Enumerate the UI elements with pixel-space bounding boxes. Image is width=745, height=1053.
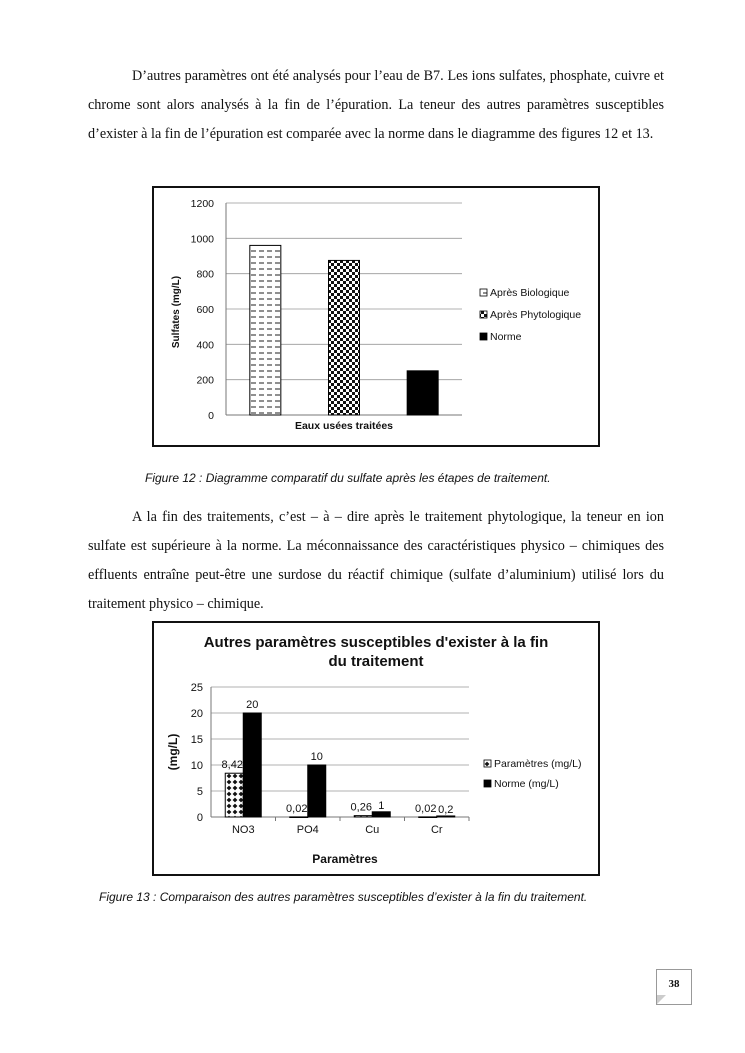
- paragraph-1: D’autres paramètres ont été analysés pour l’eau de B7. Les ions sulfates, phosphate, cuivre et chrome sont alors analysés à la fin de l’épuration. La teneur des autres paramètres susceptibles d’exister à la fin de l’épuration est comparée avec la norme dans le diagramme des figures 12 et 13.: [88, 68, 664, 142]
- page-number: 38: [668, 978, 680, 990]
- bar-param-tres-mg-l-cu: [354, 816, 372, 817]
- figure-13-chart: [152, 621, 600, 876]
- x-axis-label: Paramètres: [312, 852, 378, 866]
- legend-swatch: [480, 333, 487, 340]
- bar-param-tres-mg-l-cr: [419, 817, 437, 818]
- y-tick-label: 600: [196, 304, 214, 316]
- y-tick-label: 15: [190, 734, 203, 746]
- parameters-bar-chart: [154, 623, 598, 874]
- data-label: 1: [378, 799, 385, 812]
- legend-swatch: [480, 289, 487, 296]
- y-tick-label: 200: [196, 374, 214, 387]
- legend-label: Après Phytologique: [490, 309, 582, 321]
- x-axis-label: Eaux usées traitées: [294, 420, 394, 432]
- bar-norme-mg-l-cr: [437, 816, 455, 817]
- legend-label: Norme (mg/L): [494, 778, 559, 790]
- legend-label: Après Biologique: [490, 287, 570, 299]
- bar-param-tres-mg-l-no3: [225, 773, 243, 817]
- page-fold-icon: [657, 995, 666, 1004]
- figure-12-caption: Figure 12 : Diagramme comparatif du sulfate après les étapes de traitement.: [145, 471, 551, 485]
- bar-param-tres-mg-l-po4: [290, 817, 308, 818]
- legend-label: Paramètres (mg/L): [494, 758, 582, 770]
- chart-title: du traitement: [328, 653, 424, 670]
- legend-label: Norme: [490, 331, 522, 343]
- legend-swatch: [484, 760, 491, 767]
- legend-swatch: [484, 780, 491, 787]
- bar-norme-mg-l-no3: [243, 713, 261, 817]
- y-axis-label: (mg/L): [166, 733, 180, 771]
- legend-swatch: [480, 311, 487, 318]
- data-label: 20: [246, 699, 259, 711]
- y-tick-label: 400: [196, 339, 214, 352]
- y-tick-label: 25: [190, 682, 203, 694]
- page-number-badge: [656, 969, 692, 1005]
- bar-norme-mg-l-cu: [372, 812, 390, 817]
- chart-title: Autres paramètres susceptibles d'exister à la fin: [203, 634, 549, 651]
- x-tick-label: Cu: [365, 824, 380, 836]
- data-label: 10: [310, 751, 323, 763]
- data-label: 0,26: [350, 801, 372, 814]
- x-tick-label: Cr: [430, 824, 443, 836]
- data-label: 0,02: [286, 802, 308, 815]
- data-label: 0,2: [438, 803, 454, 816]
- y-tick-label: 800: [196, 268, 214, 281]
- x-tick-label: PO4: [296, 824, 319, 836]
- y-tick-label: 20: [190, 708, 203, 720]
- x-tick-label: NO3: [231, 824, 255, 836]
- figure-12-chart: [152, 186, 600, 447]
- bar-norme: [407, 371, 438, 415]
- y-tick-label: 1000: [190, 233, 214, 246]
- y-tick-label: 0: [208, 410, 214, 422]
- bar-apr-s-phytologique: [329, 260, 360, 415]
- bar-norme-mg-l-po4: [308, 765, 326, 817]
- y-tick-label: 10: [190, 760, 203, 772]
- data-label: 0,02: [415, 802, 437, 815]
- data-label: 8,42: [221, 759, 243, 772]
- sulfate-bar-chart: [154, 188, 598, 445]
- y-tick-label: 1200: [190, 198, 214, 210]
- y-tick-label: 0: [196, 812, 203, 824]
- figure-13-caption: Figure 13 : Comparaison des autres paramètres susceptibles d’exister à la fin du traitement.: [99, 890, 588, 904]
- paragraph-2: A la fin des traitements, c’est – à – dire après le traitement phytologique, la teneur en ion sulfate est supérieure à la norme. La méconnaissance des caractéristiques physico – chimiques des effluents entraîne peut-être une surdose du réactif chimique (sulfate d’aluminium) utilisé lors du traitement physico – chimique.: [88, 509, 664, 612]
- bar-apr-s-biologique: [250, 245, 281, 415]
- y-tick-label: 5: [196, 786, 203, 798]
- y-axis-label: Sulfates (mg/L): [171, 275, 182, 349]
